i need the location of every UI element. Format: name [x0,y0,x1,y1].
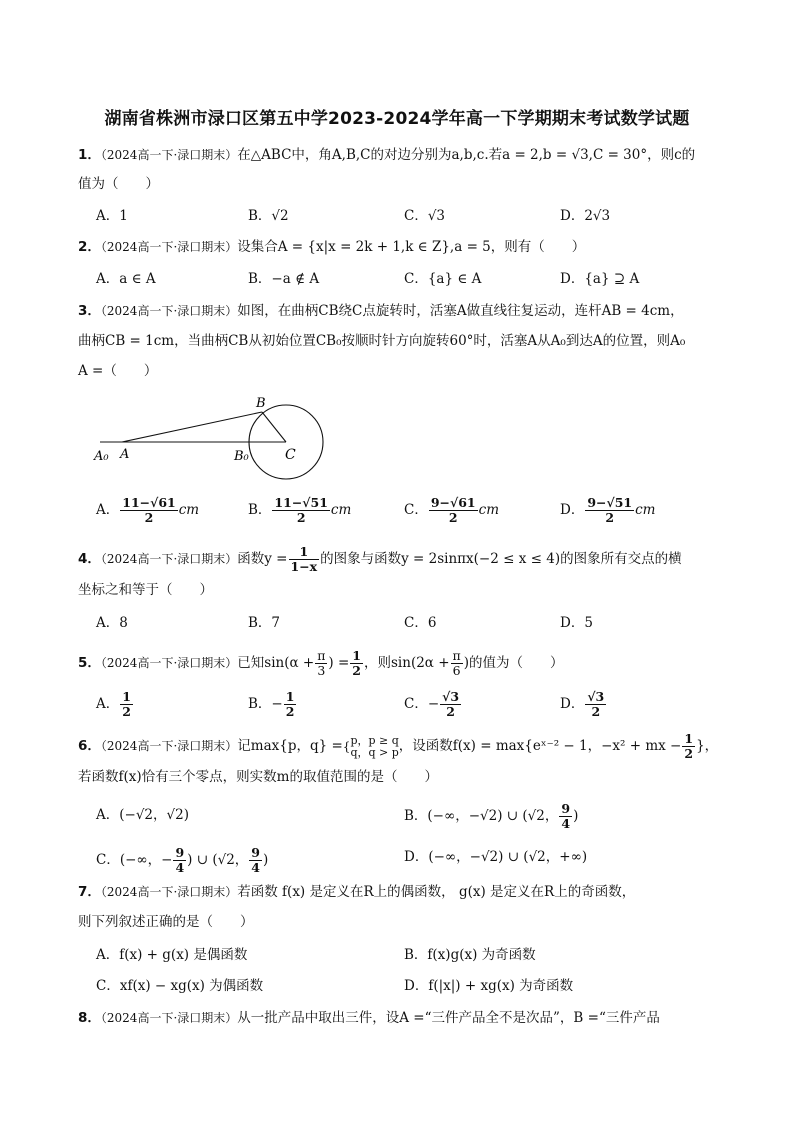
question-3-line-1: 3．（2024高一下·渌口期末）如图，在曲柄CB绕C点旋转时，活塞A做直线往复运动，连杆AB = 4cm， [78,303,684,319]
q6-option-b[interactable]: B．(−∞，−√2) ∪ (√2， $\frac{9}{4}$ ) [404,801,579,831]
crank-piston-diagram [92,392,342,492]
q6-option-c[interactable]: C．(−∞，− $\frac{9}{4}$ ) ∪ (√2， $\frac{9}{4}$ ) [96,845,269,875]
q4-option-d[interactable]: D．5 [560,615,593,631]
question-3-line-3: A =（ ） [78,363,158,379]
piecewise-cases: { p，p ≥ q q，q > p [342,733,399,759]
question-3-line-2: 曲柄CB = 1cm，当曲柄CB从初始位置CB₀按顺时针方向旋转60°时，活塞A从A₀到达A的位置，则A₀ [78,333,686,349]
q3-option-c[interactable]: C． $\frac{9-√61}{2}$ cm [404,495,500,525]
q3-option-a[interactable]: A． $\frac{11-√61}{2}$ cm [96,495,200,525]
question-1-line-2: 值为（ ） [78,176,159,192]
connecting-rod-ab [122,412,262,442]
question-1-line-1: 1．（2024高一下·渌口期末）在△ABC中，角A,B,C的对边分别为a,b,c.若a = 2,b = √3,C = 30°，则c的 [78,147,696,163]
label-a0: A₀ [94,449,109,464]
label-a: A [120,447,130,462]
label-c: C [285,447,296,463]
crank-cb [262,412,286,442]
question-6-line-1: 6．（2024高一下·渌口期末）记max{p，q} ={ p，p ≥ q q，q > p ，设函数f(x) = max{eˣ⁻² − 1，−x² + mx − $\frac{1}{2}$ }， [78,731,719,761]
q4-option-c[interactable]: C．6 [404,615,437,631]
q5-option-d[interactable]: D． $\frac{√3}{2}$ [560,689,605,719]
question-7-line-1: 7．（2024高一下·渌口期末）若函数 f(x) 是定义在R上的偶函数， g(x) 是定义在R上的奇函数， [78,884,636,900]
question-8-line-1: 8．（2024高一下·渌口期末）从一批产品中取出三件，设A =“三件产品全不是次品”，B =“三件产品 [78,1010,660,1026]
q1-option-d[interactable]: D．2√3 [560,208,611,224]
q7-option-d[interactable]: D．f(|x|) + xg(x) 为奇函数 [404,978,574,994]
q2-option-c[interactable]: C．{a} ∈ A [404,271,482,287]
question-4-line-2: 坐标之和等于（ ） [78,582,213,598]
label-b: B [256,396,266,411]
q3-option-d[interactable]: D． $\frac{9-√51}{2}$ cm [560,495,656,525]
source-tag: （2024高一下·渌口期末） [100,148,238,162]
q4-option-b[interactable]: B．7 [248,615,281,631]
question-7-line-2: 则下列叙述正确的是（ ） [78,914,254,930]
q1-option-c[interactable]: C．√3 [404,208,446,224]
q3-option-b[interactable]: B． $\frac{11-√51}{2}$ cm [248,495,352,525]
question-5-line-1: 5．（2024高一下·渌口期末）已知sin(α + $\frac{\pi}{3}$ ) = $\frac{1}{2}$ ，则sin(2α + $\frac{\pi}{6}$ )的值为（ ） [78,648,564,678]
question-2-line-1: 2．（2024高一下·渌口期末）设集合A = {x|x = 2k + 1,k ∈ Z},a = 5，则有（ ） [78,239,586,255]
q5-option-c[interactable]: C．− $\frac{√3}{2}$ [404,689,460,719]
question-6-line-2: 若函数f(x)恰有三个零点，则实数m的取值范围的是（ ） [78,769,438,785]
q2-option-d[interactable]: D．{a} ⊇ A [560,271,640,287]
q1-option-a[interactable]: A．1 [96,208,128,224]
q6-option-a[interactable]: A．(−√2，√2) [96,807,189,823]
page-title: 湖南省株洲市渌口区第五中学2023-2024学年高一下学期期末考试数学试题 [104,109,690,129]
q2-option-b[interactable]: B．−a ∉ A [248,271,320,287]
q5-option-a[interactable]: A． $\frac{1}{2}$ [96,689,131,719]
question-4-line-1: 4．（2024高一下·渌口期末）函数y = $\frac{1}{1-x}$ 的图象与函数y = 2sinπx(−2 ≤ x ≤ 4)的图象所有交点的横 [78,544,682,574]
q7-option-c[interactable]: C．xf(x) − xg(x) 为偶函数 [96,978,264,994]
q5-option-b[interactable]: B．− $\frac{1}{2}$ [248,689,295,719]
q7-option-b[interactable]: B．f(x)g(x) 为奇函数 [404,947,536,963]
label-b0: B₀ [234,449,249,464]
q1-option-b[interactable]: B．√2 [248,208,289,224]
q2-option-a[interactable]: A．a ∈ A [96,271,156,287]
q7-option-a[interactable]: A．f(x) + g(x) 是偶函数 [96,947,248,963]
q4-option-a[interactable]: A．8 [96,615,128,631]
q6-option-d[interactable]: D．(−∞，−√2) ∪ (√2，+∞) [404,849,588,865]
